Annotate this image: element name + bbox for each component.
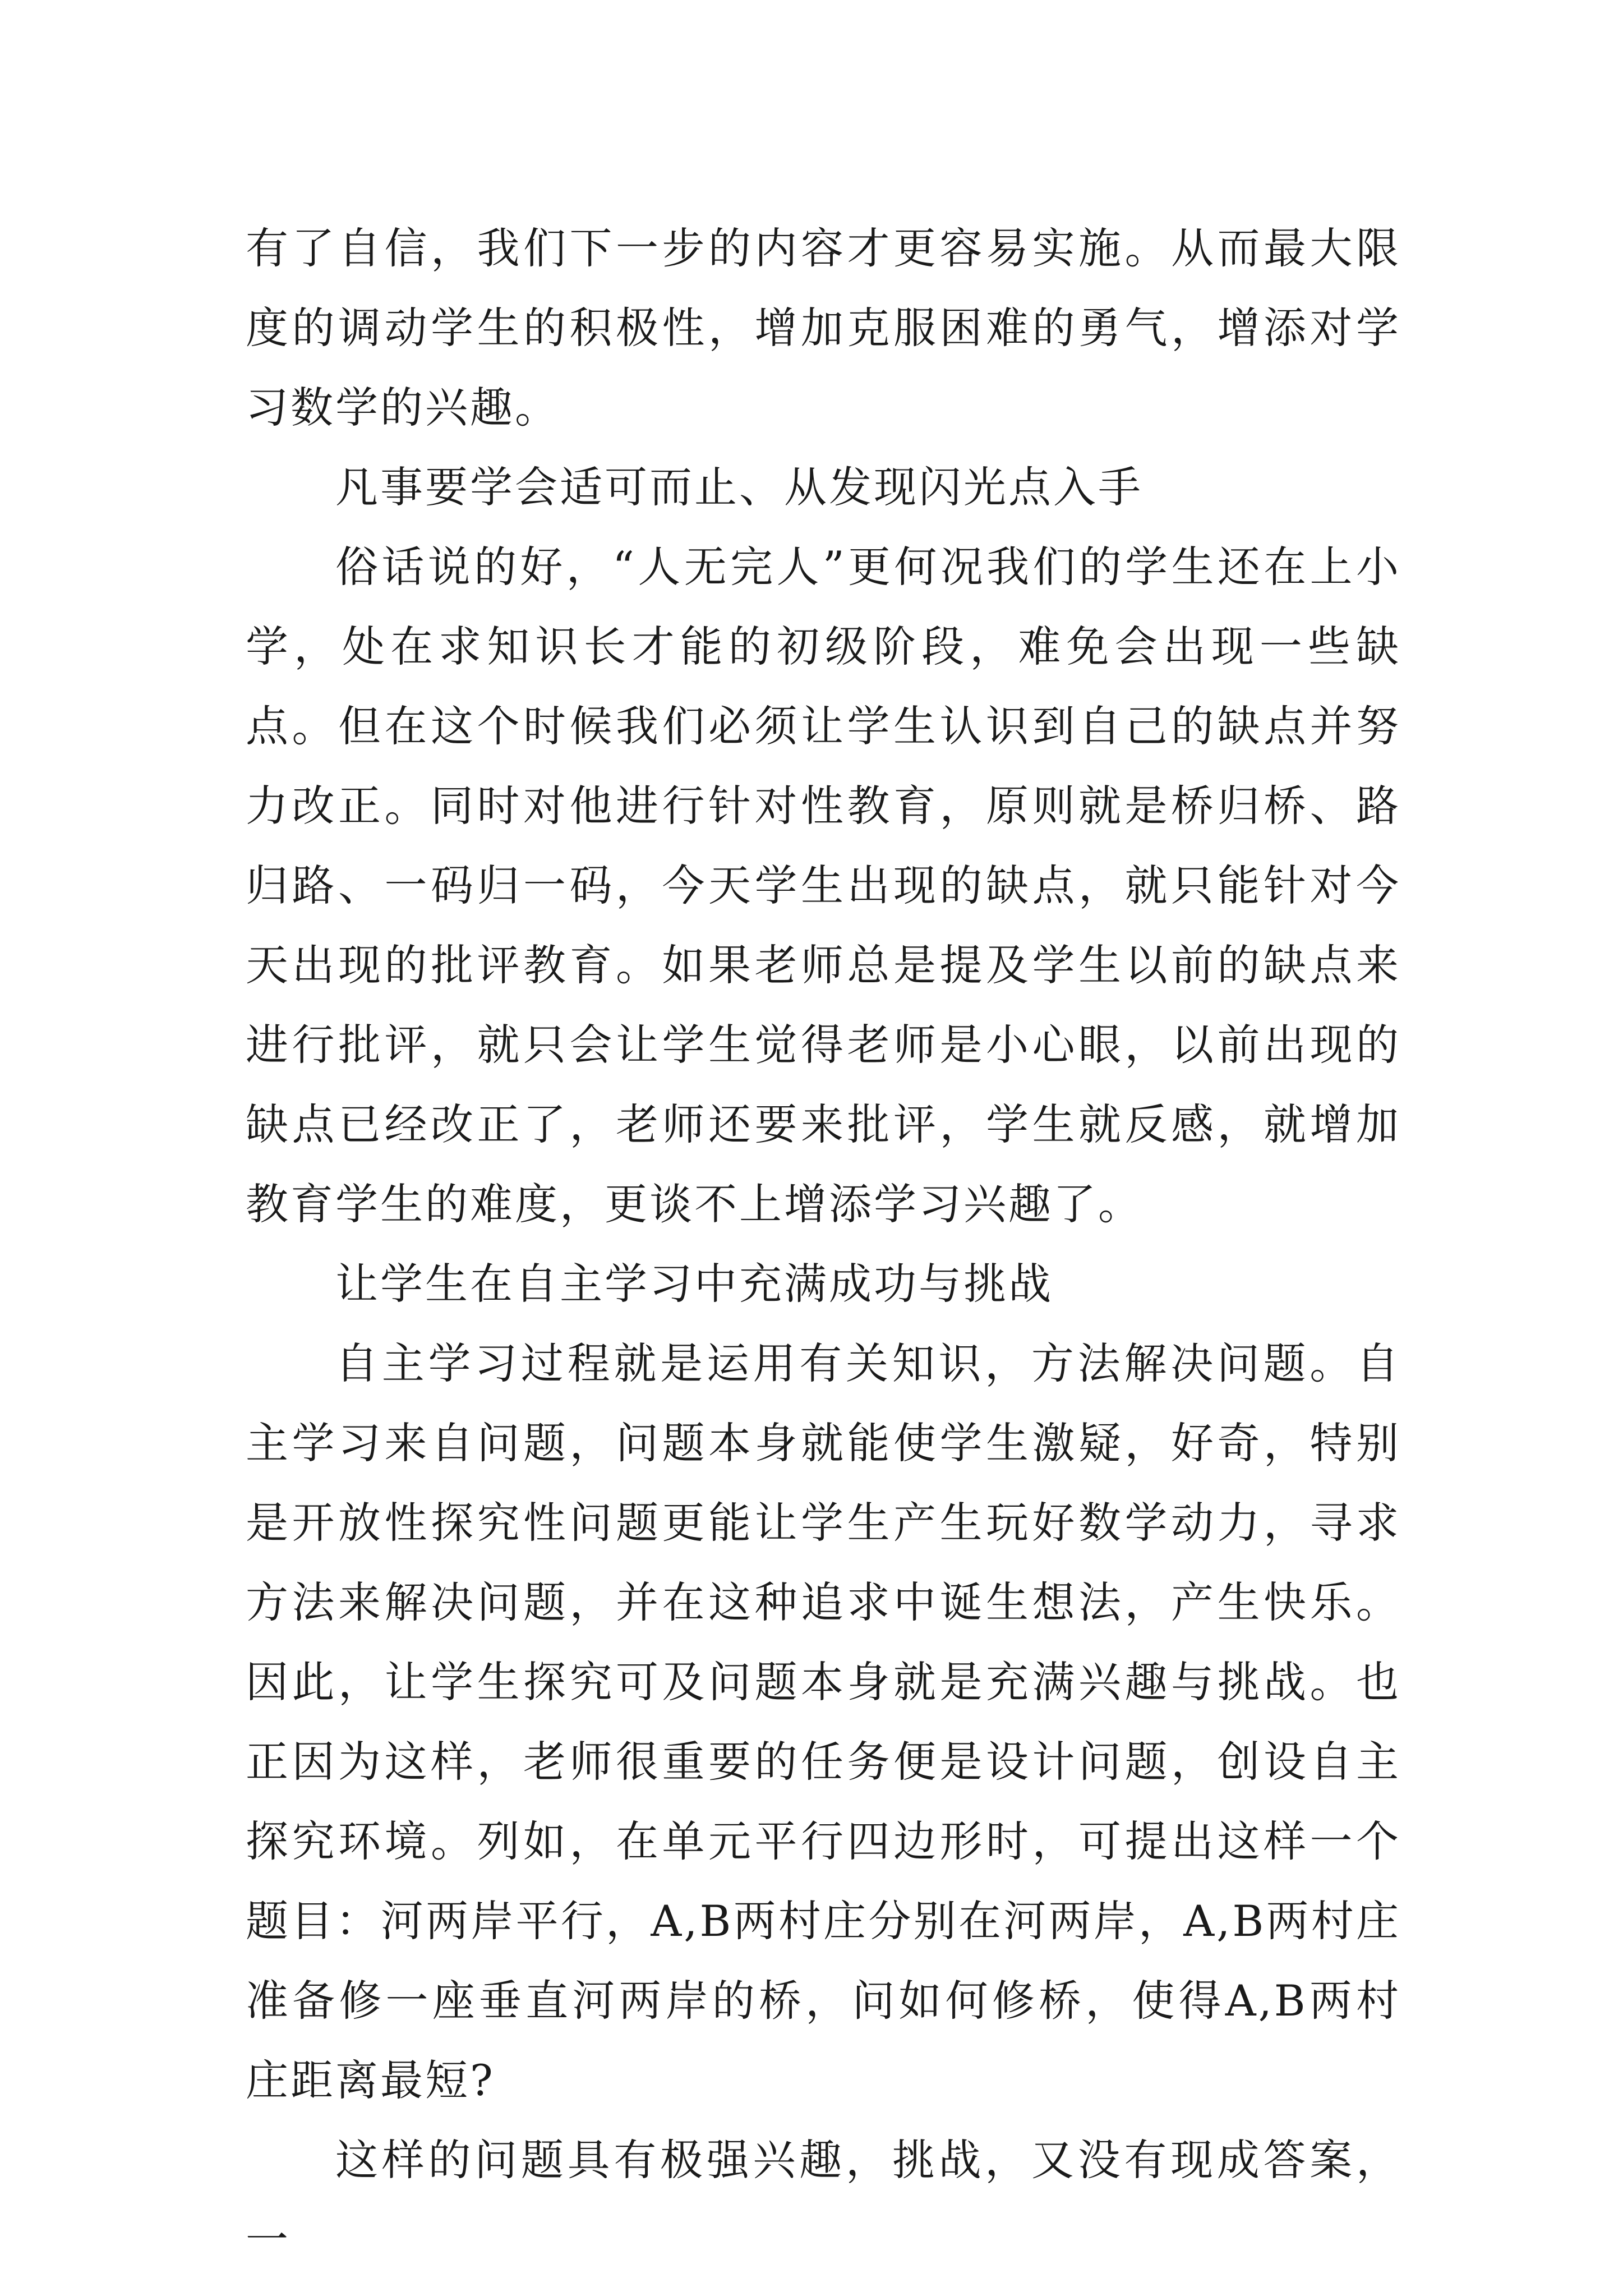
section-heading-2: 让学生在自主学习中充满成功与挑战 [335, 1259, 1053, 1309]
document-body [246, 209, 1401, 2280]
paragraph-section-2-continued: 这样的问题具有极强兴趣，挑战，又没有现成答案，一 [246, 2135, 1401, 2265]
section-heading-1: 凡事要学会适可而止、从发现闪光点入手 [335, 462, 1143, 512]
paragraph-section-1: 俗话说的好，“人无完人”更何况我们的学生还在上小学，处在求知识长才能的初级阶段，难免会出现一些缺点。但在这个时候我们必须让学生认识到自己的缺点并努力改正。同时对他进行针对性教育，原则就是桥归桥、路归路、一码归一码，今天学生出现的缺点，就只能针对今天出现的批评教育。如果老师总是提及学生以前的缺点来进行批评，就只会让学生觉得老师是小心眼，以前出现的缺点已经改正了，老师还要来批评，学生就反感，就增加教育学生的难度，更谈不上增添学习兴趣了。 [246, 542, 1401, 1229]
paragraph-section-2: 自主学习过程就是运用有关知识，方法解决问题。自主学习来自问题，问题本身就能使学生激疑，好奇，特别是开放性探究性问题更能让学生产生玩好数学动力，寻求方法来解决问题，并在这种追求中诞生想法，产生快乐。因此，让学生探究可及问题本身就是充满兴趣与挑战。也正因为这样，老师很重要的任务便是设计问题，创设自主探究环境。列如，在单元平行四边形时，可提出这样一个题目：河两岸平行，A,B两村庄分别在河两岸，A,B两村庄准备修一座垂直河两岸的桥，问如何修桥，使得A,B两村庄距离最短? [246, 1338, 1401, 2105]
paragraph-intro-continuation: 有了自信，我们下一步的内容才更容易实施。从而最大限度的调动学生的积极性，增加克服困难的勇气，增添对学习数学的兴趣。 [246, 223, 1401, 432]
